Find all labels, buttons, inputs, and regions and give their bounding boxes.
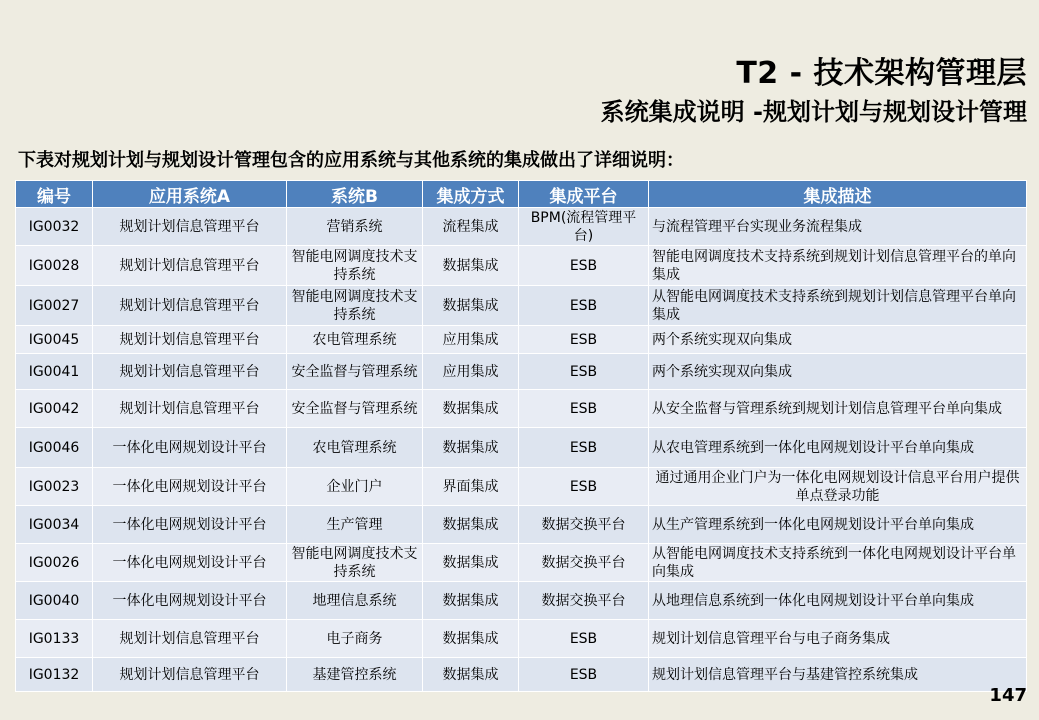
cell-method: 数据集成 [423, 506, 519, 544]
cell-system-a: 规划计划信息管理平台 [93, 658, 287, 692]
cell-system-a: 规划计划信息管理平台 [93, 208, 287, 246]
cell-system-b: 农电管理系统 [287, 326, 423, 354]
cell-system-a: 一体化电网规划设计平台 [93, 506, 287, 544]
cell-id: IG0041 [16, 354, 93, 390]
cell-system-b: 农电管理系统 [287, 428, 423, 468]
cell-system-a: 规划计划信息管理平台 [93, 326, 287, 354]
cell-id: IG0023 [16, 468, 93, 506]
table-row [16, 246, 1027, 286]
table-row [16, 428, 1027, 468]
cell-system-b: 企业门户 [287, 468, 423, 506]
cell-id: IG0032 [16, 208, 93, 246]
cell-system-a: 规划计划信息管理平台 [93, 286, 287, 326]
cell-method: 流程集成 [423, 208, 519, 246]
cell-platform: 数据交换平台 [519, 582, 649, 620]
cell-id: IG0034 [16, 506, 93, 544]
cell-id: IG0046 [16, 428, 93, 468]
cell-system-a: 一体化电网规划设计平台 [93, 582, 287, 620]
cell-id: IG0028 [16, 246, 93, 286]
cell-description: 规划计划信息管理平台与基建管控系统集成 [649, 658, 1027, 692]
cell-system-a: 一体化电网规划设计平台 [93, 428, 287, 468]
cell-platform: 数据交换平台 [519, 506, 649, 544]
intro-text: 下表对规划计划与规划设计管理包含的应用系统与其他系统的集成做出了详细说明： [18, 150, 684, 171]
header-platform: 集成平台 [519, 181, 649, 208]
cell-system-a: 规划计划信息管理平台 [93, 246, 287, 286]
cell-platform: ESB [519, 468, 649, 506]
cell-system-a: 一体化电网规划设计平台 [93, 544, 287, 582]
cell-description: 两个系统实现双向集成 [649, 354, 1027, 390]
cell-id: IG0045 [16, 326, 93, 354]
cell-platform: ESB [519, 390, 649, 428]
integration-table [15, 180, 1027, 692]
cell-system-b: 营销系统 [287, 208, 423, 246]
cell-id: IG0040 [16, 582, 93, 620]
cell-method: 界面集成 [423, 468, 519, 506]
cell-method: 数据集成 [423, 582, 519, 620]
cell-description: 从农电管理系统到一体化电网规划设计平台单向集成 [649, 428, 1027, 468]
cell-id: IG0026 [16, 544, 93, 582]
cell-description: 从地理信息系统到一体化电网规划设计平台单向集成 [649, 582, 1027, 620]
cell-method: 数据集成 [423, 428, 519, 468]
page-number: 147 [989, 685, 1027, 706]
table-row [16, 506, 1027, 544]
cell-platform: ESB [519, 658, 649, 692]
table-row [16, 658, 1027, 692]
cell-method: 应用集成 [423, 354, 519, 390]
cell-method: 数据集成 [423, 286, 519, 326]
table-row [16, 544, 1027, 582]
header-system-a: 应用系统A [93, 181, 287, 208]
cell-system-a: 规划计划信息管理平台 [93, 354, 287, 390]
slide-subtitle: 系统集成说明 -规划计划与规划设计管理 [600, 98, 1027, 126]
cell-method: 应用集成 [423, 326, 519, 354]
cell-description: 从智能电网调度技术支持系统到规划计划信息管理平台单向集成 [649, 286, 1027, 326]
cell-description: 与流程管理平台实现业务流程集成 [649, 208, 1027, 246]
cell-method: 数据集成 [423, 658, 519, 692]
cell-platform: 数据交换平台 [519, 544, 649, 582]
cell-system-a: 规划计划信息管理平台 [93, 390, 287, 428]
cell-system-b: 地理信息系统 [287, 582, 423, 620]
cell-description: 通过通用企业门户为一体化电网规划设计信息平台用户提供单点登录功能 [649, 468, 1027, 506]
cell-platform: ESB [519, 620, 649, 658]
cell-method: 数据集成 [423, 246, 519, 286]
cell-system-b: 电子商务 [287, 620, 423, 658]
cell-description: 从生产管理系统到一体化电网规划设计平台单向集成 [649, 506, 1027, 544]
header-description: 集成描述 [649, 181, 1027, 208]
cell-platform: ESB [519, 354, 649, 390]
cell-platform: ESB [519, 286, 649, 326]
cell-method: 数据集成 [423, 620, 519, 658]
table-row [16, 390, 1027, 428]
table-row [16, 354, 1027, 390]
header-id: 编号 [16, 181, 93, 208]
cell-id: IG0133 [16, 620, 93, 658]
table-row [16, 208, 1027, 246]
cell-system-b: 安全监督与管理系统 [287, 354, 423, 390]
cell-platform: ESB [519, 246, 649, 286]
cell-system-b: 智能电网调度技术支持系统 [287, 286, 423, 326]
cell-id: IG0027 [16, 286, 93, 326]
table-row [16, 582, 1027, 620]
table-header-row [16, 181, 1027, 208]
slide-title: T2 - 技术架构管理层 [736, 56, 1027, 91]
cell-method: 数据集成 [423, 390, 519, 428]
cell-system-b: 生产管理 [287, 506, 423, 544]
cell-system-b: 智能电网调度技术支持系统 [287, 246, 423, 286]
table-row [16, 468, 1027, 506]
cell-system-b: 基建管控系统 [287, 658, 423, 692]
table-row [16, 286, 1027, 326]
cell-platform: ESB [519, 428, 649, 468]
cell-system-b: 智能电网调度技术支持系统 [287, 544, 423, 582]
cell-description: 两个系统实现双向集成 [649, 326, 1027, 354]
table-row [16, 326, 1027, 354]
cell-id: IG0042 [16, 390, 93, 428]
cell-description: 从安全监督与管理系统到规划计划信息管理平台单向集成 [649, 390, 1027, 428]
cell-system-b: 安全监督与管理系统 [287, 390, 423, 428]
cell-method: 数据集成 [423, 544, 519, 582]
table-row [16, 620, 1027, 658]
cell-system-a: 一体化电网规划设计平台 [93, 468, 287, 506]
cell-id: IG0132 [16, 658, 93, 692]
cell-platform: BPM(流程管理平台) [519, 208, 649, 246]
cell-platform: ESB [519, 326, 649, 354]
header-method: 集成方式 [423, 181, 519, 208]
header-system-b: 系统B [287, 181, 423, 208]
cell-system-a: 规划计划信息管理平台 [93, 620, 287, 658]
cell-description: 规划计划信息管理平台与电子商务集成 [649, 620, 1027, 658]
cell-description: 智能电网调度技术支持系统到规划计划信息管理平台的单向集成 [649, 246, 1027, 286]
cell-description: 从智能电网调度技术支持系统到一体化电网规划设计平台单向集成 [649, 544, 1027, 582]
